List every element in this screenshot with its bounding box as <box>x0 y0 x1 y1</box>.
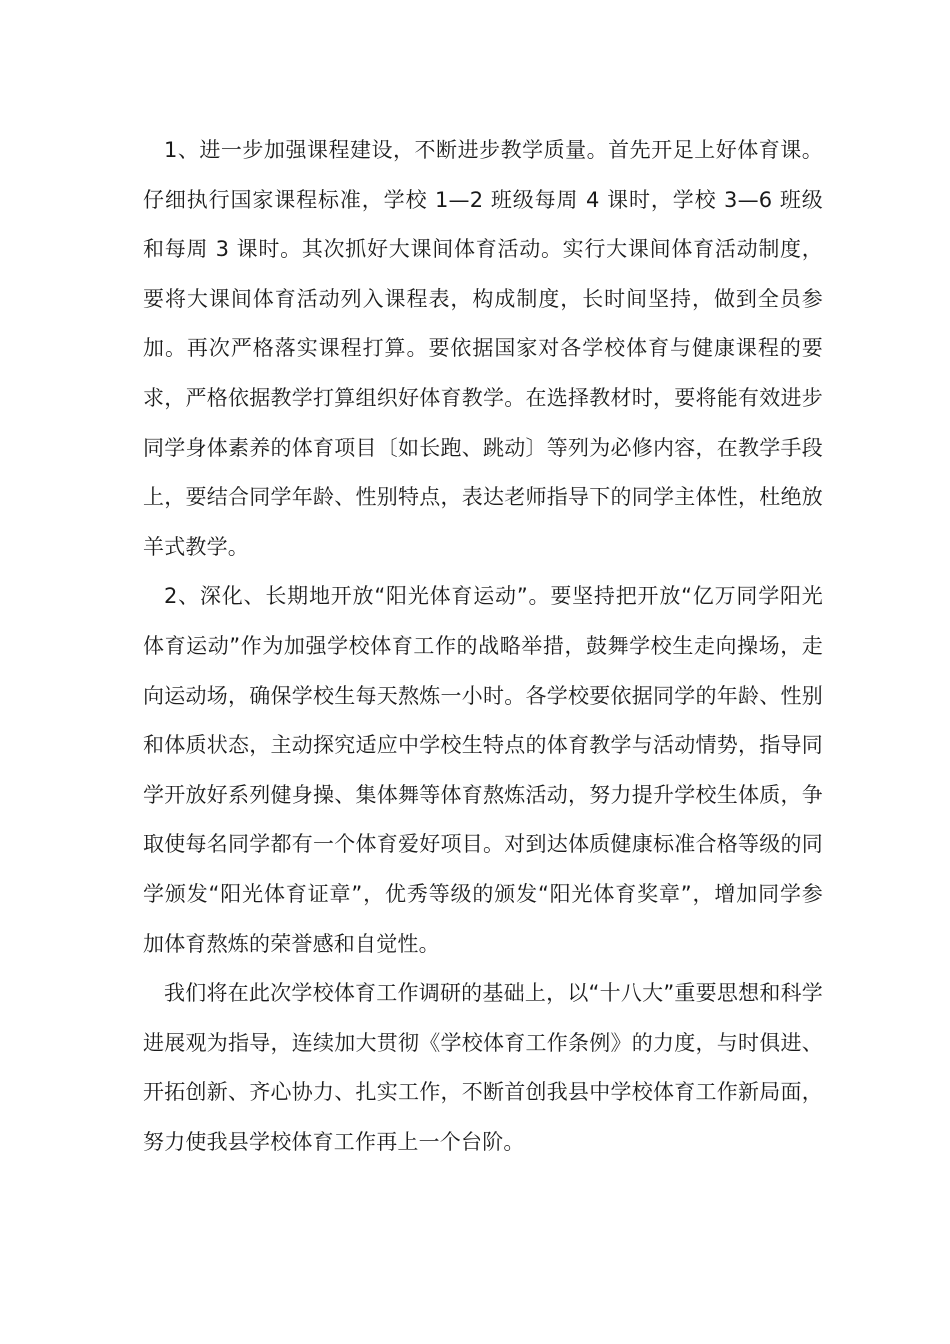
paragraph-sunshine-sports: 2、深化、长期地开放“阳光体育运动”。要坚持把开放“亿万同学阳光体育运动”作为加强学校体育工作的战略举措，鼓舞学校生走向操场，走向运动场，确保学校生每天熬炼一小时。各学校要依据同学的年龄、性别和体质状态，主动探究适应中学校生特点的体育教学与活动情势，指导同学开放好系列健身操、集体舞等体育熬炼活动，努力提升学校生体质，争取使每名同学都有一个体育爱好项目。对到达体质健康标准合格等级的同学颁发“阳光体育证章”，优秀等级的颁发“阳光体育奖章”，增加同学参加体育熬炼的荣誉感和自觉性。 <box>143 584 823 956</box>
paragraph-conclusion: 我们将在此次学校体育工作调研的基础上，以“十八大”重要思想和科学进展观为指导，连续加大贯彻《学校体育工作条例》的力度，与时俱进、开拓创新、齐心协力、扎实工作，不断首创我县中学校体育工作新局面，努力使我县学校体育工作再上一个台阶。 <box>143 981 823 1154</box>
document-body <box>143 126 823 1167</box>
paragraph-course-construction: 1、进一步加强课程建设，不断进步教学质量。首先开足上好体育课。仔细执行国家课程标准，学校 1—2 班级每周 4 课时，学校 3—6 班级和每周 3 课时。其次抓好大课间体育活动。实行大课间体育活动制度，要将大课间体育活动列入课程表，构成制度，长时间坚持，做到全员参加。再次严格落实课程打算。要依据国家对各学校体育与健康课程的要求，严格依据教学打算组织好体育教学。在选择教材时，要将能有效进步同学身体素养的体育项目〔如长跑、跳动〕等列为必修内容，在教学手段上，要结合同学年龄、性别特点，表达老师指导下的同学主体性，杜绝放羊式教学。 <box>143 138 823 559</box>
